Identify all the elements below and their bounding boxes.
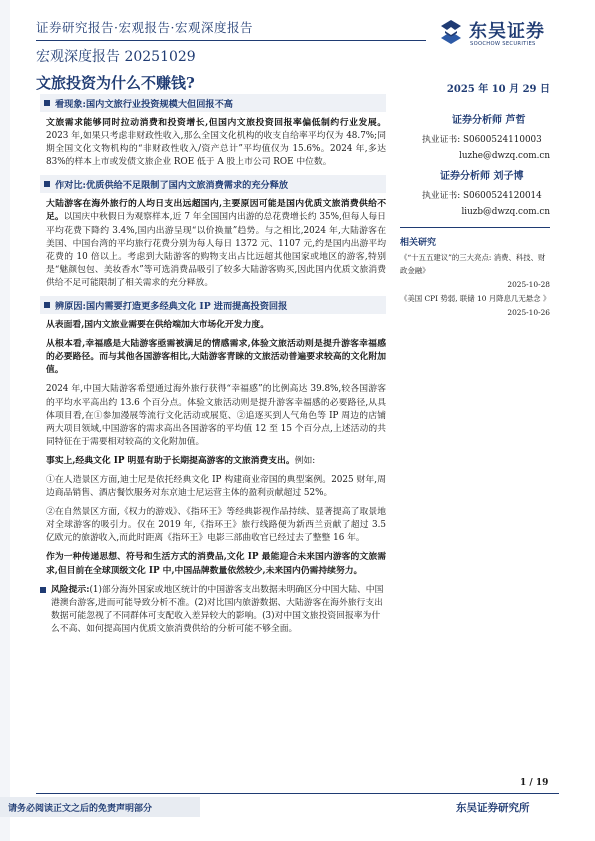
- section-heading: [40, 296, 386, 314]
- related-report-link[interactable]: 《美国 CPI 势弱, 联储 10 月降息几无悬念 》: [400, 294, 551, 303]
- analyst-name: 证券分析师 刘子博: [440, 171, 524, 182]
- lead-sentence: 文旅需求能够同时拉动消费和投资增长,但国内文旅投资回报率偏低制约行业发展。: [46, 118, 386, 128]
- analyst-cert: 执业证书: S0600524110003: [422, 135, 542, 145]
- section-heading-text: 看现象:国内文旅行业投资规模大但回报不高: [55, 99, 233, 110]
- section-heading-text: 辨原因:国内需要打造更多经典文化 IP 进而提高投资回报: [55, 301, 288, 313]
- paragraph-text: 2023 年,如果只考虑非财政性收入,那么全国文化机构的收支自给率平均仅为 48.7%;同期全国文化文物机构的“非财政性收入/资产总计”平均值仅为 15.6%。2024 年,多达 83%的样本上市或发债文旅企业 ROE 低于 A 股上市公司 ROE 中位数。: [46, 131, 386, 168]
- report-date: 2025 年 10 月 29 日: [446, 84, 550, 95]
- body-paragraph: [46, 455, 386, 468]
- risk-lead: 风险提示:: [51, 584, 90, 595]
- square-bullet-icon: [44, 302, 50, 308]
- analyst-email[interactable]: luzhe@dwzq.com.cn: [459, 151, 550, 161]
- body-paragraph: 2024 年,中国大陆游客希望通过海外旅行获得“幸福感”的比例高达 39.8%,较各国游客的平均水平高出约 13.6 个百分点。体验文旅活动则是提升游客幸福感的必要路径,从具体项目看,在①参加漫展等流行文化活动或展览、②追逐买到人气角色等 IP 周边的店铺两大项目领域,中国游客的需求高出各国游客的平均值 12 至 15 个百分点,上述活动的共同特征在于需要相对较高的文化附加值。: [46, 384, 386, 447]
- logo-mark-icon: [437, 18, 465, 46]
- report-summary: [46, 94, 386, 636]
- section-heading: [40, 175, 386, 193]
- section-heading: [40, 94, 386, 112]
- analyst-cert: 执业证书: S0600524120014: [422, 191, 542, 201]
- body-paragraph: ①在人造景区方面,迪士尼是依托经典文化 IP 构建商业帝国的典型案例。2025 财年,周边商品销售、酒店餐饮服务对东京迪士尼运营主体的盈利贡献超过 52%。: [46, 474, 386, 499]
- institute-name: 东吴证券研究所: [456, 802, 530, 814]
- disclaimer-banner: [0, 797, 200, 817]
- company-logo: [437, 18, 567, 50]
- footer-divider: [36, 793, 559, 794]
- analyst-email[interactable]: liuzb@dwzq.com.cn: [461, 207, 550, 217]
- report-header: [36, 18, 426, 93]
- related-report-date: 2025-10-28: [507, 280, 550, 289]
- left-margin-strip: [0, 0, 10, 841]
- logo-name: 东吴证券: [469, 21, 545, 42]
- square-bullet-icon: [40, 587, 46, 593]
- sidebar: [400, 78, 550, 317]
- sidebar-divider: [400, 227, 550, 228]
- analyst-name: 证券分析师 芦哲: [452, 115, 526, 126]
- body-paragraph: 从表面看,国内文旅业需要在供给端加大市场化开发力度。: [46, 320, 269, 331]
- related-report-date: 2025-10-26: [507, 308, 550, 317]
- body-paragraph: [46, 198, 386, 290]
- paragraph-text: 例如:: [294, 455, 316, 466]
- body-paragraph: ②在自然景区方面,《权力的游戏》、《指环王》等经典影视作品持续、显著提高了取景地对全球游客的吸引力。仅在 2019 年,《指环王》旅行线路便为新西兰贡献了超过 3.5 亿欧元的旅游收入,而此时距离《指环王》电影三部曲收官已经过去了整整 16 年。: [46, 507, 386, 544]
- body-paragraph: 从根本看,幸福感是大陆游客亟需被满足的情感需求,体验文旅活动则是提升游客幸福感的必要路径。而与其他各国游客相比,大陆游客青睐的文旅活动普遍要求较高的文化附加值。: [46, 339, 386, 376]
- lead-sentence: 大陆游客在海外旅行的人均日支出远超国内,主要原因可能是国内优质文旅消费供给不足。: [46, 199, 386, 223]
- body-paragraph: 作为一种传递思想、符号和生活方式的消费品,文化 IP 最能迎合未来国内游客的文旅需求,但目前在全球顶级文化 IP 中,中国品牌数量依然较少,未来国内仍需持续努力。: [46, 552, 386, 576]
- report-series: 证券研究报告·宏观报告·宏观深度报告: [36, 18, 426, 41]
- paragraph-text: 以国庆中秋假日为观察样本,近 7 年全国国内出游的总花费增长约 35%,但每人每日平均花费下降约 3.4%,国内出游呈现“以价换量”趋势。与之相比,2024 年,大陆游客在美国、中国台湾的平均旅行花费分别为每人每日 1372 元、1107 元,约是国内出游平均花费的 10 倍以上。考虑到大陆游客的购物支出占比远超其他国家或地区的游客,特别是“魅颜包包、美妆香水”等可选消费品吸引了较多大陆游客购买,因此国内优质文旅消费供给不足可能限制了相关需求的充分释放。: [46, 212, 386, 288]
- square-bullet-icon: [44, 181, 50, 187]
- square-bullet-icon: [44, 100, 50, 106]
- section-heading-text: 作对比:优质供给不足限制了国内文旅消费需求的充分释放: [55, 180, 289, 192]
- page-number: 1 / 19: [520, 778, 549, 788]
- lead-sentence: 事实上,经典文化 IP 明显有助于长期提高游客的文旅消费支出。: [46, 455, 295, 466]
- related-report-link[interactable]: 《“十五五建议”的三大亮点: 消费、科技、财政金融》: [400, 253, 546, 275]
- report-title: 文旅投资为什么不赚钱?: [36, 74, 195, 92]
- body-paragraph: [46, 117, 386, 169]
- risk-warning: [46, 584, 386, 636]
- disclaimer-text: 请务必阅读正文之后的免责声明部分: [8, 804, 153, 814]
- logo-english: SOOCHOW SECURITIES: [470, 41, 536, 47]
- report-category: 宏观深度报告 20251029: [36, 49, 196, 65]
- risk-text: (1)部分海外国家或地区统计的中国游客支出数据未明确区分中国大陆、中国港澳台游客,进而可能导致分析不准。(2)对比国内旅游数据、大陆游客在海外旅行支出数据可能忽视了不同群体可支配收入差异较大的影响。(3)对中国文旅投资回报率为什么不高、如何提高国内优质文旅消费供给的分析可能不够全面。: [51, 584, 384, 634]
- related-research-heading: 相关研究: [400, 238, 437, 248]
